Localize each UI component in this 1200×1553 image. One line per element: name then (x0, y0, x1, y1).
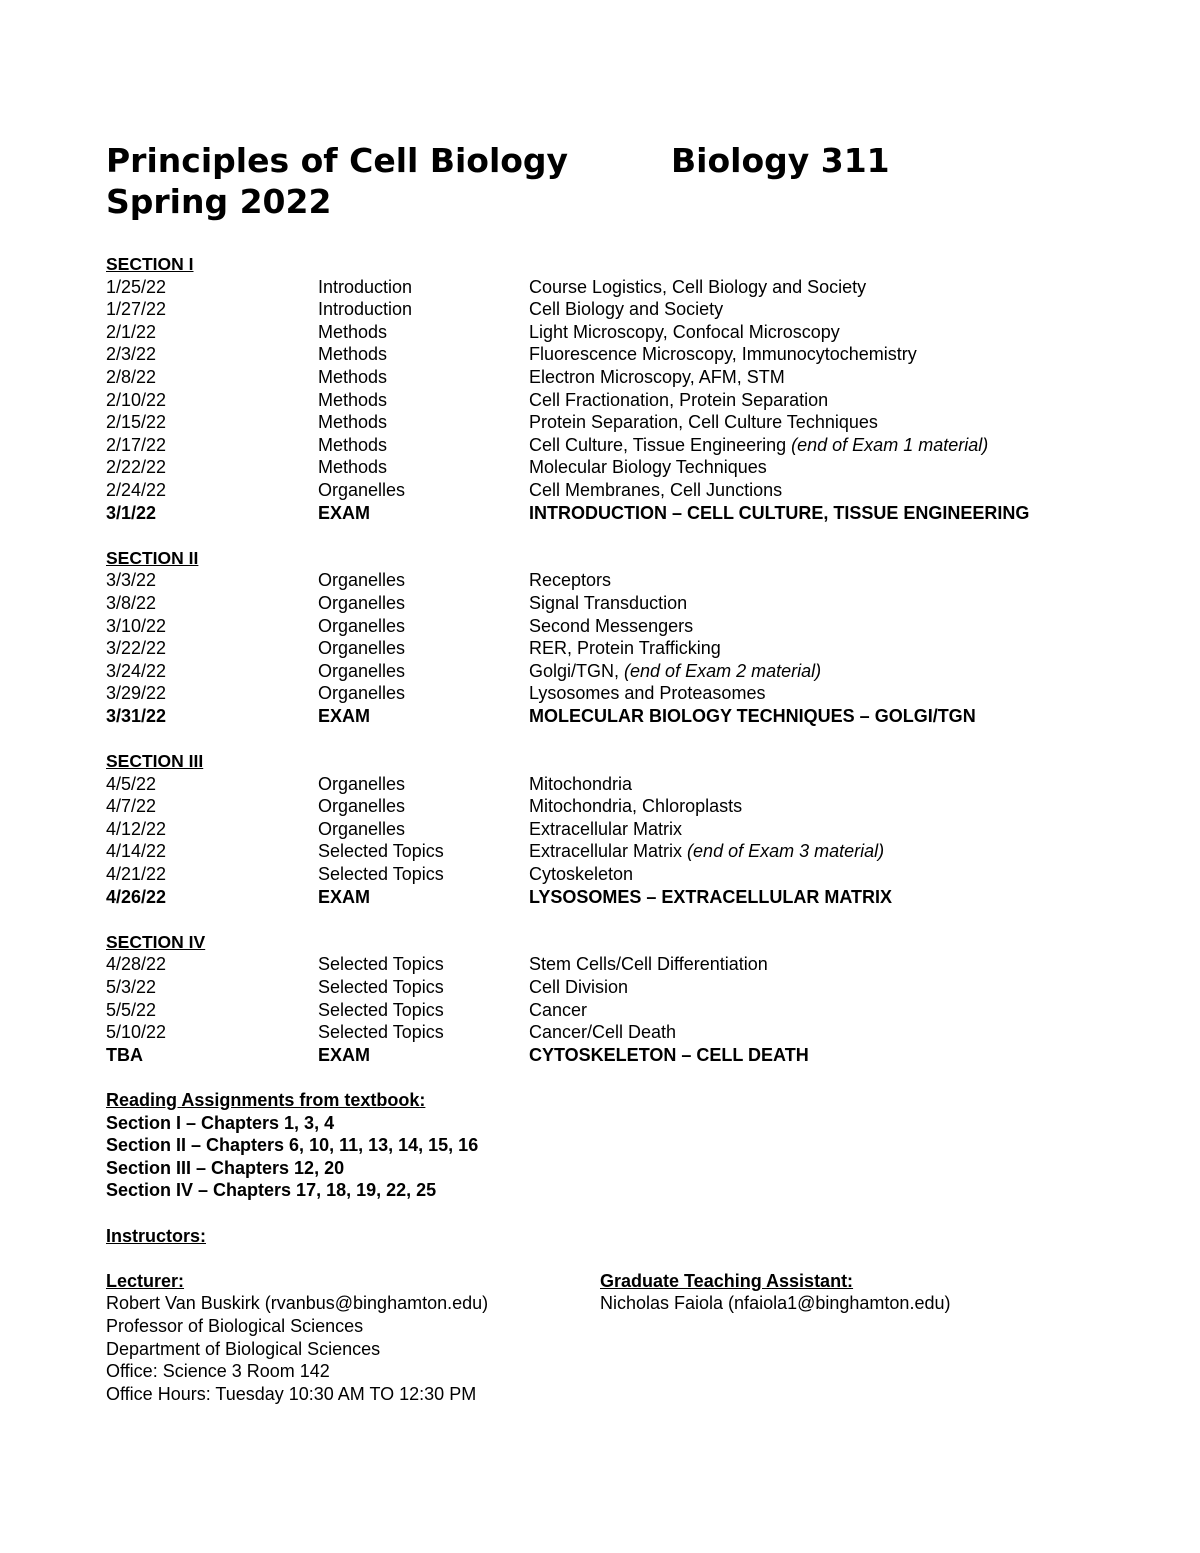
row-topic: Cell Biology and Society (529, 299, 724, 320)
row-topic: Cell Division (529, 977, 629, 997)
course-term: Spring 2022 (106, 182, 332, 221)
row-unit: Selected Topics (318, 954, 444, 975)
row-unit: Methods (318, 457, 388, 478)
exam-topic: LYSOSOMES – EXTRACELLULAR MATRIX (529, 886, 893, 907)
reading-assignments (106, 1089, 1106, 1202)
row-topic: Molecular Biology Techniques (529, 457, 767, 478)
row-exam-note: (end of Exam 1 material) (791, 434, 989, 455)
schedule-row (106, 660, 1106, 683)
row-date: 5/5/22 (106, 999, 157, 1020)
row-date: 3/22/22 (106, 638, 167, 659)
lecturer-office: Office: Science 3 Room 142 (106, 1361, 330, 1382)
row-topic-cell (529, 773, 632, 796)
schedule-row (106, 863, 1106, 886)
row-topic: Stem Cells/Cell Differentiation (529, 954, 768, 975)
row-topic: Golgi/TGN, (529, 660, 625, 681)
schedule-row (106, 389, 1106, 412)
lecturer-department: Department of Biological Sciences (106, 1338, 381, 1359)
schedule-row (106, 366, 1106, 389)
row-date: 2/22/22 (106, 457, 167, 478)
instructors-block (106, 1270, 1106, 1406)
row-date: 5/10/22 (106, 1022, 167, 1043)
row-topic-cell (529, 366, 785, 389)
course-schedule (106, 253, 1106, 1089)
row-unit: Organelles (318, 818, 406, 839)
schedule-row (106, 818, 1106, 841)
schedule-row (106, 569, 1106, 592)
schedule-row (106, 999, 1106, 1022)
row-topic-cell (529, 434, 988, 457)
row-unit: Selected Topics (318, 1022, 444, 1043)
row-topic-cell (529, 479, 782, 502)
row-unit: Selected Topics (318, 999, 444, 1020)
row-date: 1/25/22 (106, 276, 167, 297)
row-unit: Organelles (318, 796, 406, 817)
row-topic-cell (529, 660, 821, 683)
row-topic-cell (529, 343, 917, 366)
row-topic: Cell Membranes, Cell Junctions (529, 479, 783, 500)
row-topic: Cell Culture, Tissue Engineering (529, 434, 792, 455)
exam-date: TBA (106, 1044, 143, 1065)
schedule-row (106, 773, 1106, 796)
schedule-row (106, 637, 1106, 660)
lecturer-title: Professor of Biological Sciences (106, 1315, 364, 1336)
row-unit: Organelles (318, 683, 406, 704)
spacer (106, 908, 1106, 931)
spacer (106, 727, 1106, 750)
row-unit: Introduction (318, 299, 413, 320)
ta-block (600, 1270, 950, 1406)
row-topic-cell (529, 976, 628, 999)
instructors-heading: Instructors: (106, 1225, 207, 1246)
row-date: 3/8/22 (106, 592, 157, 613)
row-unit: Selected Topics (318, 977, 444, 997)
exam-row (106, 502, 1106, 525)
row-topic: Second Messengers (529, 615, 694, 636)
row-unit: Organelles (318, 479, 406, 500)
schedule-row (106, 298, 1106, 321)
schedule-row (106, 479, 1106, 502)
row-date: 2/15/22 (106, 412, 167, 433)
schedule-row (106, 343, 1106, 366)
lecturer-office-hours: Office Hours: Tuesday 10:30 AM TO 12:30 PM (106, 1383, 477, 1404)
row-topic-cell (529, 411, 878, 434)
row-topic: Mitochondria (529, 773, 633, 794)
row-unit: Organelles (318, 615, 406, 636)
row-date: 4/5/22 (106, 773, 157, 794)
schedule-row (106, 976, 1106, 999)
row-topic-cell (529, 863, 633, 886)
row-unit: Organelles (318, 638, 406, 659)
row-date: 4/14/22 (106, 841, 167, 862)
row-date: 4/7/22 (106, 796, 157, 817)
row-unit: Methods (318, 321, 388, 342)
row-date: 4/28/22 (106, 954, 167, 975)
schedule-row (106, 1021, 1106, 1044)
exam-unit: EXAM (318, 886, 371, 907)
section-heading: SECTION I (106, 254, 194, 274)
row-date: 3/24/22 (106, 660, 167, 681)
row-unit: Organelles (318, 570, 406, 591)
row-unit: Methods (318, 389, 388, 410)
section-heading: SECTION IV (106, 931, 206, 952)
row-topic-cell (529, 276, 866, 299)
reading-line: Section III – Chapters 12, 20 (106, 1157, 345, 1178)
exam-topic: INTRODUCTION – CELL CULTURE, TISSUE ENGINEERING (529, 502, 1030, 523)
row-topic: Extracellular Matrix (529, 841, 688, 862)
section-heading: SECTION III (106, 751, 204, 772)
row-unit: Methods (318, 434, 388, 455)
schedule-row (106, 615, 1106, 638)
course-title: Principles of Cell Biology (106, 141, 569, 180)
row-unit: Methods (318, 344, 388, 365)
exam-unit: EXAM (318, 705, 371, 726)
exam-unit: EXAM (318, 1044, 371, 1065)
row-topic-cell (529, 840, 884, 863)
row-topic-cell (529, 569, 611, 592)
row-unit: Organelles (318, 773, 406, 794)
exam-row (106, 1044, 1106, 1067)
row-topic: Receptors (529, 570, 612, 591)
row-topic-cell (529, 795, 742, 818)
row-date: 3/29/22 (106, 683, 167, 704)
row-topic: Extracellular Matrix (529, 818, 683, 839)
row-unit: Selected Topics (318, 841, 444, 862)
row-topic-cell (529, 298, 723, 321)
row-topic: Light Microscopy, Confocal Microscopy (529, 321, 840, 342)
row-date: 2/17/22 (106, 434, 167, 455)
row-topic: Protein Separation, Cell Culture Techniques (529, 412, 878, 433)
row-date: 4/21/22 (106, 864, 167, 885)
row-topic: Signal Transduction (529, 592, 688, 613)
schedule-row (106, 682, 1106, 705)
row-date: 2/24/22 (106, 479, 167, 500)
spacer (106, 524, 1106, 547)
schedule-row (106, 411, 1106, 434)
spacer (106, 1066, 1106, 1089)
exam-date: 3/31/22 (106, 705, 167, 726)
row-date: 1/27/22 (106, 299, 167, 320)
row-topic: Cancer (529, 999, 588, 1020)
row-topic-cell (529, 682, 765, 705)
spacer (106, 1202, 1106, 1225)
row-date: 2/10/22 (106, 389, 167, 410)
schedule-row (106, 953, 1106, 976)
row-topic: Electron Microscopy, AFM, STM (529, 366, 785, 387)
exam-topic: MOLECULAR BIOLOGY TECHNIQUES – GOLGI/TGN (529, 705, 976, 726)
row-topic: Mitochondria, Chloroplasts (529, 796, 743, 817)
exam-row (106, 705, 1106, 728)
row-unit: Introduction (318, 276, 413, 297)
reading-line: Section II – Chapters 6, 10, 11, 13, 14, 15, 16 (106, 1135, 479, 1156)
row-topic: Lysosomes and Proteasomes (529, 683, 766, 704)
syllabus-page (106, 140, 1106, 1405)
row-topic: Cell Fractionation, Protein Separation (529, 389, 829, 410)
row-topic-cell (529, 999, 587, 1022)
page-title (106, 140, 1106, 222)
row-topic-cell (529, 456, 767, 479)
row-topic-cell (529, 592, 687, 615)
row-topic-cell (529, 321, 840, 344)
row-date: 2/8/22 (106, 366, 157, 387)
exam-topic: CYTOSKELETON – CELL DEATH (529, 1044, 809, 1065)
exam-date: 4/26/22 (106, 886, 167, 907)
row-date: 2/1/22 (106, 321, 157, 342)
row-date: 4/12/22 (106, 818, 167, 839)
row-topic: Course Logistics, Cell Biology and Society (529, 276, 867, 297)
schedule-row (106, 321, 1106, 344)
row-exam-note: (end of Exam 2 material) (624, 660, 822, 681)
exam-date: 3/1/22 (106, 502, 157, 523)
reading-heading: Reading Assignments from textbook: (106, 1089, 426, 1110)
row-topic: Cytoskeleton (529, 864, 634, 885)
row-topic-cell (529, 1021, 676, 1044)
schedule-row (106, 434, 1106, 457)
lecturer-block (106, 1270, 600, 1406)
schedule-row (106, 276, 1106, 299)
row-date: 2/3/22 (106, 344, 157, 365)
row-unit: Methods (318, 366, 388, 387)
row-exam-note: (end of Exam 3 material) (687, 841, 885, 862)
course-number: Biology 311 (671, 141, 890, 180)
row-topic: RER, Protein Trafficking (529, 638, 721, 659)
row-topic-cell (529, 637, 721, 660)
row-topic-cell (529, 953, 768, 976)
row-unit: Methods (318, 412, 388, 433)
schedule-row (106, 795, 1106, 818)
section-heading: SECTION II (106, 547, 199, 568)
ta-heading: Graduate Teaching Assistant: (600, 1270, 854, 1291)
row-unit: Selected Topics (318, 864, 444, 885)
row-unit: Organelles (318, 660, 406, 681)
row-topic-cell (529, 615, 693, 638)
reading-line: Section I – Chapters 1, 3, 4 (106, 1112, 335, 1133)
row-topic-cell (529, 389, 828, 412)
reading-line: Section IV – Chapters 17, 18, 19, 22, 25 (106, 1180, 437, 1201)
schedule-row (106, 840, 1106, 863)
row-date: 3/3/22 (106, 570, 157, 591)
row-unit: Organelles (318, 592, 406, 613)
row-date: 5/3/22 (106, 977, 157, 997)
exam-unit: EXAM (318, 502, 371, 523)
lecturer-heading: Lecturer: (106, 1270, 185, 1291)
exam-row (106, 886, 1106, 909)
ta-name: Nicholas Faiola (nfaiola1@binghamton.edu) (600, 1293, 951, 1314)
row-topic-cell (529, 818, 682, 841)
row-date: 3/10/22 (106, 615, 167, 636)
spacer (106, 1247, 1106, 1270)
row-topic: Fluorescence Microscopy, Immunocytochemistry (529, 344, 917, 365)
row-topic: Cancer/Cell Death (529, 1022, 677, 1043)
schedule-row (106, 456, 1106, 479)
schedule-row (106, 592, 1106, 615)
lecturer-name: Robert Van Buskirk (rvanbus@binghamton.edu) (106, 1293, 489, 1314)
